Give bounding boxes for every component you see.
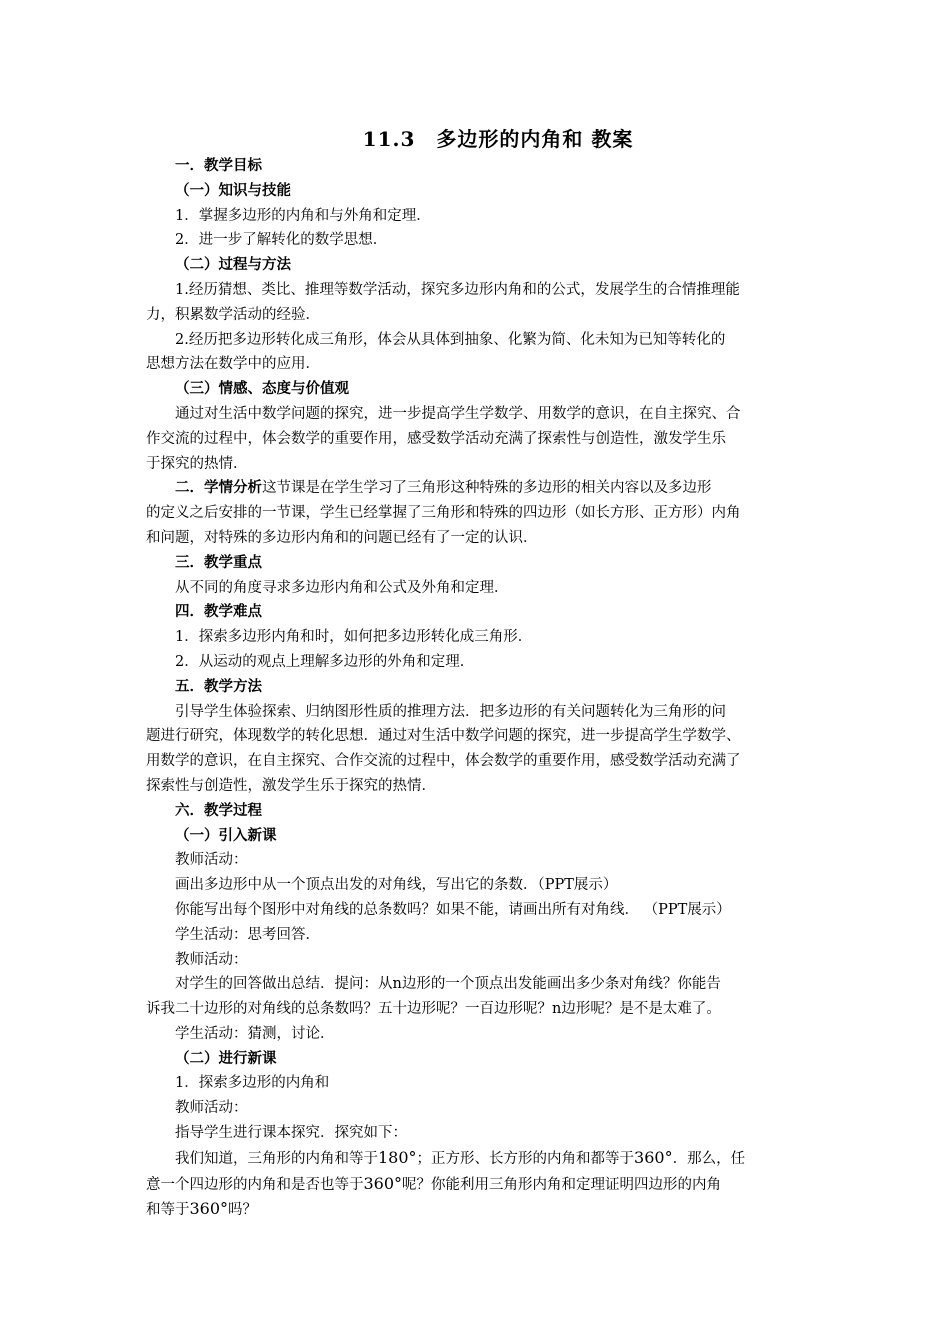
paragraph: 指导学生进行课本探究．探究如下： [175, 1125, 407, 1142]
subheading-new-lesson: （二）进行新课 [175, 1049, 277, 1067]
section-heading-process: 六．教学过程 [175, 801, 262, 819]
paragraph-text: 我们知道，三角形的内角和等于 [175, 1150, 378, 1167]
paragraph-text: 意一个四边形的内角和是否也等于 [146, 1176, 364, 1193]
paragraph: 和问题，对特殊的多边形内角和的问题已经有了一定的认识． [146, 529, 538, 546]
paragraph: 探索性与创造性，激发学生乐于探究的热情． [146, 777, 436, 794]
paragraph: 用数学的意识，在自主探究、合作交流的过程中，体会数学的重要作用，感受数学活动充满了 [146, 753, 741, 770]
paragraph: 力，积累数学活动的经验． [146, 306, 320, 323]
paragraph: 通过对生活中数学问题的探究，进一步提高学生学数学、用数学的意识，在自主探究、合 [175, 405, 741, 422]
paragraph-text: 这节课是在学生学习了三角形这种特殊的多边形的相关内容以及多边形 [262, 480, 712, 497]
paragraph: 作交流的过程中，体会数学的重要作用，感受数学活动充满了探索性与创造性，激发学生乐 [146, 430, 726, 447]
section-heading-focus: 三．教学重点 [175, 553, 262, 571]
paragraph: 对学生的回答做出总结．提问：从n边形的一个顶点出发能画出多少条对角线？你能告 [175, 976, 721, 993]
paragraph: 2．进一步了解转化的数学思想． [175, 232, 388, 249]
math-expression: 360° [363, 1173, 403, 1193]
paragraph: 从不同的角度寻求多边形内角和公式及外角和定理． [175, 579, 509, 596]
paragraph-text: 和等于 [146, 1202, 190, 1219]
paragraph: 画出多边形中从一个顶点出发的对角线，写出它的条数．（PPT展示） [175, 877, 618, 894]
section-heading-method: 五．教学方法 [175, 677, 262, 695]
subheading-knowledge: （一）知识与技能 [175, 181, 291, 199]
paragraph: 诉我二十边形的对角线的总条数吗？五十边形呢？一百边形呢？n边形呢？是不是太难了。 [146, 1001, 721, 1018]
paragraph: 2.经历把多边形转化成三角形，体会从具体到抽象、化繁为简、化未知为已知等转化的 [175, 331, 726, 348]
subheading-intro: （一）引入新课 [175, 826, 277, 844]
math-expression: 360° [189, 1199, 229, 1219]
section-heading-difficulty: 四．教学难点 [175, 603, 262, 621]
paragraph [146, 1197, 810, 1223]
math-expression: 360° [634, 1147, 673, 1167]
subheading-attitude: （三）情感、态度与价值观 [175, 380, 349, 398]
page-title: 11.3 多边形的内角和 教案 [362, 127, 634, 151]
paragraph [146, 1146, 810, 1172]
paragraph-text: ；正方形、长方形的内角和都等于 [416, 1150, 635, 1167]
paragraph: 教师活动： [175, 852, 248, 869]
section-heading-analysis: 二．学情分析 [175, 479, 262, 497]
paragraph: 2．从运动的观点上理解多边形的外角和定理． [175, 653, 475, 670]
math-expression: 180° [378, 1147, 417, 1167]
paragraph: 于探究的热情． [146, 455, 248, 472]
paragraph: 题进行研究，体现数学的转化思想．通过对生活中数学问题的探究，进一步提高学生学数学、 [146, 728, 741, 745]
paragraph-text: 吗？ [228, 1202, 258, 1219]
paragraph: 思想方法在数学中的应用． [146, 356, 320, 373]
paragraph [146, 1172, 810, 1198]
paragraph: 你能写出每个图形中对角线的总条数吗？如果不能，请画出所有对角线． （PPT展示） [175, 901, 731, 918]
paragraph: 引导学生体验探索、归纳图形性质的推理方法．把多边形的有关问题转化为三角形的问 [175, 703, 726, 720]
paragraph: 1.经历猜想、类比、推理等数学活动，探究多边形内角和的公式，发展学生的合情推理能 [175, 281, 740, 298]
document-page [146, 124, 810, 1223]
paragraph [146, 476, 810, 501]
paragraph-text: 呢？你能利用三角形内角和定理证明四边形的内角 [402, 1176, 722, 1193]
paragraph: 学生活动：猜测，讨论． [175, 1025, 335, 1042]
paragraph: 1．探索多边形的内角和 [175, 1075, 330, 1092]
paragraph-text: ．那么，任 [672, 1150, 746, 1167]
section-heading-objectives: 一．教学目标 [175, 157, 262, 174]
paragraph: 教师活动： [175, 1100, 248, 1117]
paragraph: 的定义之后安排的一节课，学生已经掌握了三角形和特殊的四边形（如长方形、正方形）内角 [146, 505, 741, 522]
paragraph: 1．掌握多边形的内角和与外角和定理． [175, 207, 431, 224]
paragraph: 教师活动： [175, 951, 248, 968]
subheading-process: （二）过程与方法 [175, 256, 291, 274]
paragraph: 学生活动：思考回答． [175, 926, 320, 943]
paragraph: 1．探索多边形内角和时，如何把多边形转化成三角形． [175, 629, 533, 646]
